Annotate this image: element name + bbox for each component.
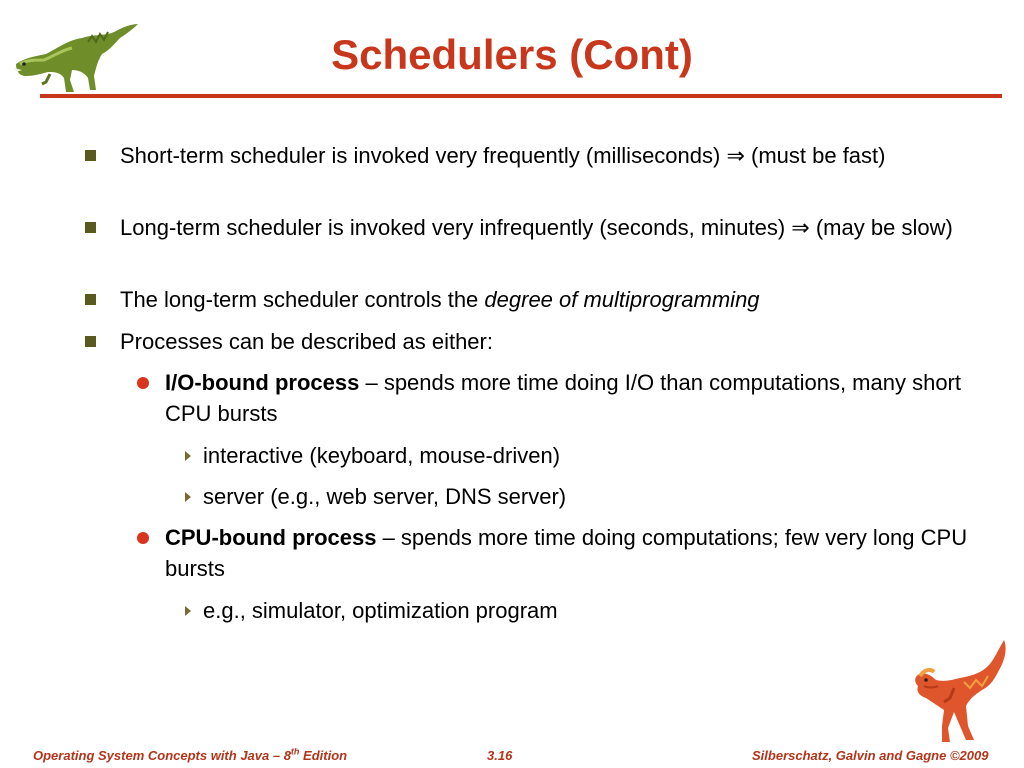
term-text: CPU-bound process [165,525,377,550]
bullet-text: Short-term scheduler is invoked very frequently (milliseconds) ⇒ (must be fast) [120,143,886,168]
triangle-bullet-icon [185,606,191,616]
footer-book-title [33,748,347,764]
orange-dinosaur-logo [904,636,1012,748]
footer-superscript: th [290,746,300,757]
triangle-bullet-icon [185,451,191,461]
bullet-text: Long-term scheduler is invoked very infrequently (seconds, minutes) ⇒ (may be slow) [120,215,953,240]
bullet-text: Processes can be described as either: [120,329,493,354]
subsubbullet-interactive [203,440,963,471]
footer-book-text: Operating System Concepts with Java – 8 [33,748,291,763]
emphasis-text: degree of multiprogramming [484,287,760,312]
dot-bullet-icon [137,377,149,389]
subsubbullet-server [203,481,963,512]
bullet-degree-multiprogramming [120,284,970,315]
subbullet-io-bound [165,367,975,429]
bullet-text: – spends more time doing computations; few very long CPU bursts [165,525,968,581]
subsubbullet-simulator [203,595,963,626]
slide-title: Schedulers (Cont) [331,31,693,78]
square-bullet-icon [85,294,96,305]
triangle-bullet-icon [185,492,191,502]
bullet-short-term [120,140,970,171]
bullet-text: server (e.g., web server, DNS server) [203,484,567,509]
square-bullet-icon [85,150,96,161]
slide-number: 3.16 [487,748,513,763]
bullet-text: e.g., simulator, optimization program [203,598,558,623]
bullet-processes [120,326,970,357]
footer-authors: Silberschatz, Galvin and Gagne ©2009 [752,748,989,763]
dot-bullet-icon [137,532,149,544]
square-bullet-icon [85,222,96,233]
bullet-long-term [120,212,970,243]
bullet-text: – spends more time doing I/O than computations, many short CPU bursts [165,370,961,426]
bullet-text: interactive (keyboard, mouse-driven) [203,443,561,468]
footer-edition-text: Edition [299,748,348,763]
term-text: I/O-bound process [165,370,360,395]
subbullet-cpu-bound [165,522,975,584]
bullet-text: The long-term scheduler controls the [120,287,485,312]
square-bullet-icon [85,336,96,347]
